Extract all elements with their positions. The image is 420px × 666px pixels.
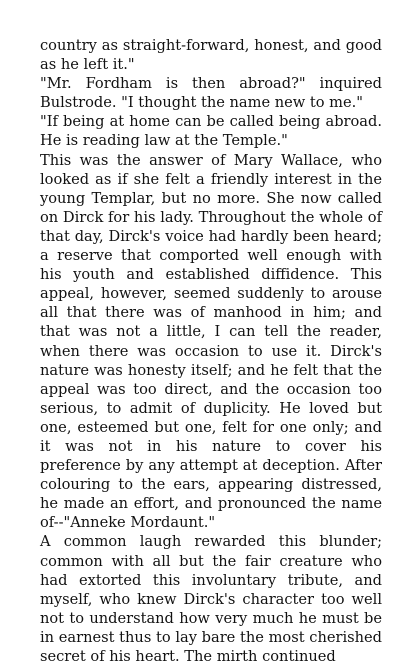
page-text <box>40 36 382 666</box>
paragraph-4: This was the answer of Mary Wallace, who looked as if she felt a friendly interest in the young Templar, but no more. She now called on Dirck for his lady. Throughout the whole of that day, Dirck's voice had hardly been heard; a reserve that comported well enough with his youth and established diffidence. This appeal, however, seemed suddenly to arouse all that there was of manhood in him; and that was not a little, I can tell the reader, when there was occasion to use it. Dirck's nature was honesty itself; and he felt that the appeal was too direct, and the occasion too serious, to admit of duplicity. He loved but one, esteemed but one, felt for one only; and it was not in his nature to cover his preference by any attempt at deception. After colouring to the ears, appearing distressed, he made an effort, and pronounced the name of--"Anneke Mordaunt." <box>40 151 382 532</box>
paragraph-5: A common laugh rewarded this blunder; common with all but the fair creature who had extorted this involuntary tribute, and myself, who knew Dirck's character too well not to understand how very much he must be in earnest thus to lay bare the most cherished secret of his heart. The mirth continued <box>40 533 382 665</box>
paragraph-2: "Mr. Fordham is then abroad?" inquired Bulstrode. "I thought the name new to me." <box>40 75 382 112</box>
paragraph-1: country as straight-forward, honest, and good as he left it." <box>40 37 382 74</box>
paragraph-3: "If being at home can be called being abroad. He is reading law at the Temple." <box>40 113 382 150</box>
